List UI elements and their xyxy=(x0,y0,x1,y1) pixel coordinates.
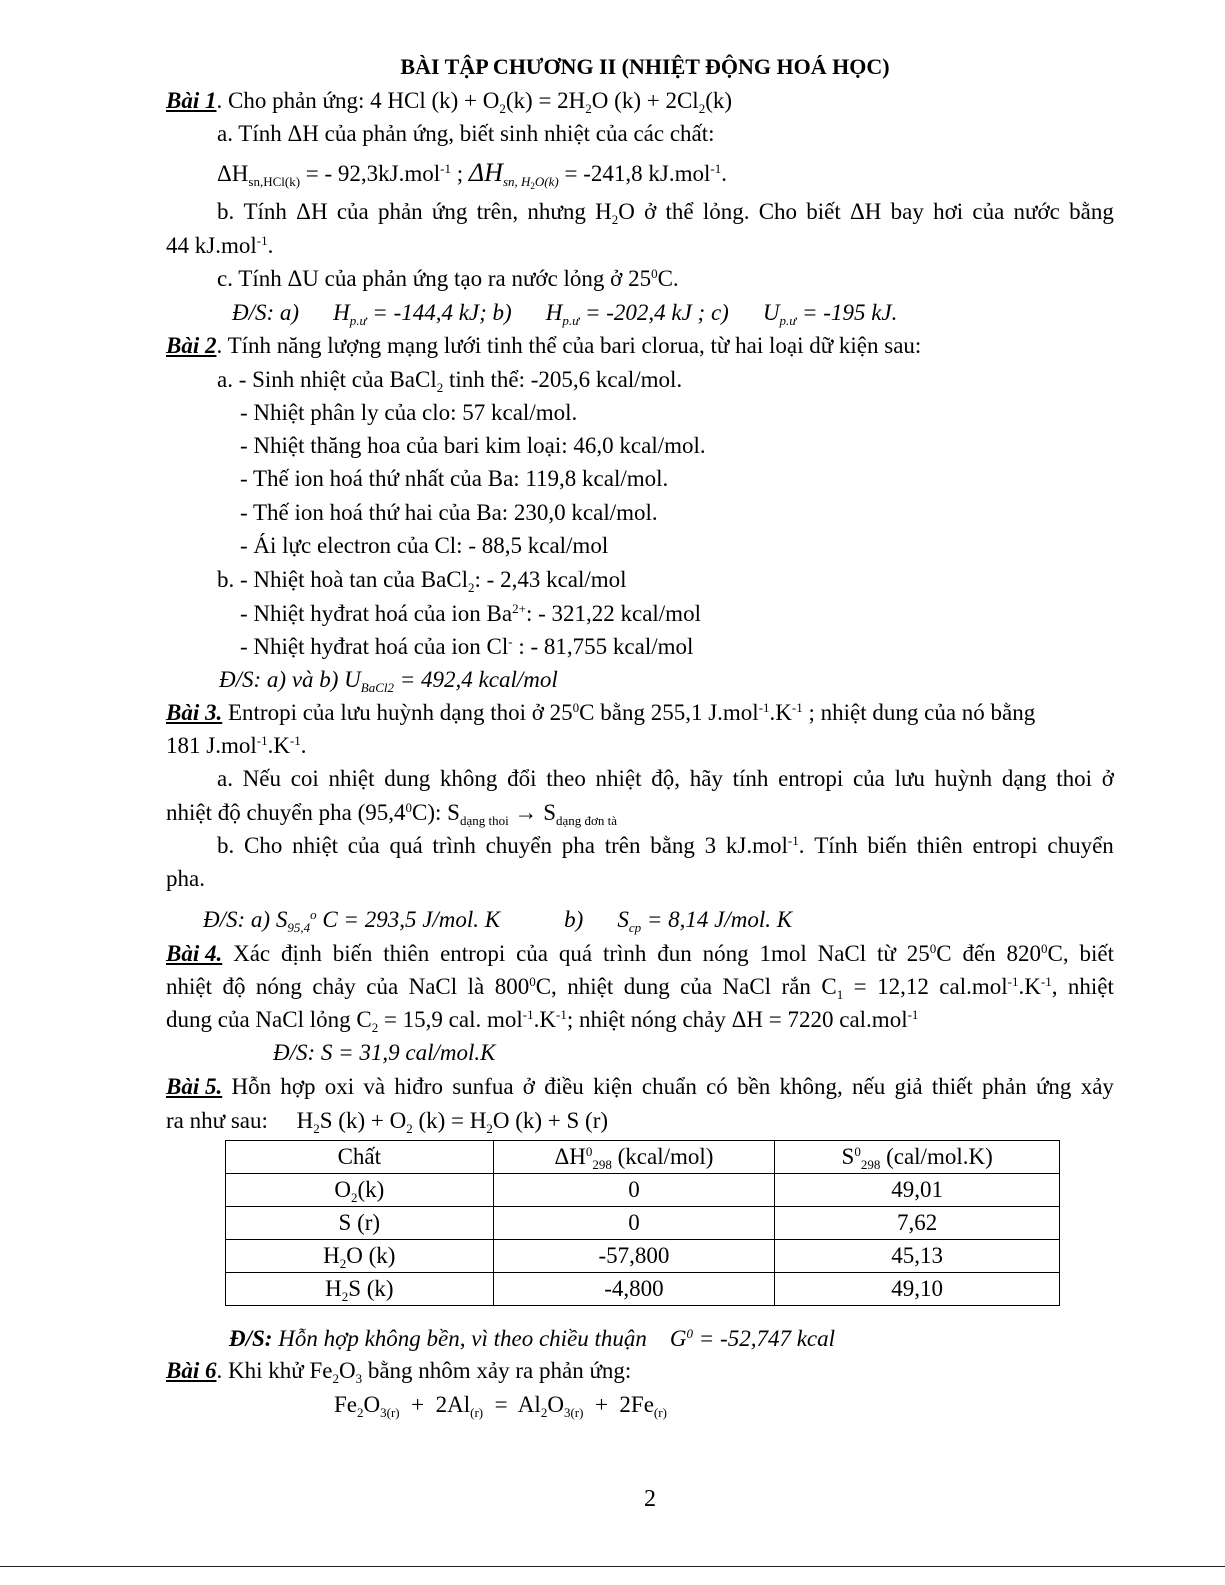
bai2-a5: - Thế ion hoá thứ hai của Ba: 230,0 kcal/mol. xyxy=(240,500,658,525)
bai5-line2: ra như sau: $H_2S$ $(k) + O_2$ $(k) = H_2O$ (k) + S (r) xyxy=(166,1108,609,1136)
bai1-a: a. Tính ΔH của phản ứng, biết sinh nhiệt của các chất: xyxy=(217,121,715,146)
bai3-b-line2: pha. xyxy=(166,866,205,891)
bai2-answer: Đ/S: a) và b) $U_{BaCl2} = 492,4$ kcal/mol xyxy=(219,667,558,695)
bai2-label: Bài 2 xyxy=(166,333,217,358)
bai6-intro: Bài 6. Khi khử $Fe_2O_3$ bằng nhôm xảy ra phản ứng: xyxy=(166,1358,632,1386)
bai2-a1: a. - Sinh nhiệt của BaCl$_2$ tinh thể: -205,6 kcal/mol. xyxy=(217,367,683,395)
bai1-c: c. Tính ΔU của phản ứng tạo ra nước lỏng ở $25^0C$. xyxy=(217,266,679,291)
bai2-intro: Bài 2. Tính năng lượng mạng lưới tinh thể của bari clorua, từ hai loại dữ kiện sau: xyxy=(166,333,922,358)
table-row: $O_2(k)$ 0 49,01 xyxy=(226,1174,1060,1207)
bai1-enthalpy-values: $\Delta H_{sn,HCl(k)}$ = - 92,3kJ.mol$^{-1}$ ; $\Delta H_{sn, H2O(k)} = -241,8$ kJ.mol$^{-1}$. xyxy=(217,158,727,191)
thermo-data-table xyxy=(225,1140,1060,1306)
bai2-a6: - Ái lực electron của Cl: - 88,5 kcal/mol xyxy=(240,533,609,558)
bai1-intro: Bài 1. Cho phản ứng: 4 HCl $(k) + O_2(k) = 2H_2O$ $(k) + 2Cl_2(k)$ xyxy=(166,88,733,116)
bai3-a-line1: a. Nếu coi nhiệt dung không đổi theo nhiệt độ, hãy tính entropi của lưu huỳnh dạng thoi ở xyxy=(217,766,1114,791)
bai2-a2: - Nhiệt phân ly của clo: 57 kcal/mol. xyxy=(240,400,578,425)
bai6-equation: $Fe_2O_{3(r)} + 2Al_{(r)} = Al_2O_{3(r)} + 2Fe_{(r)}$ xyxy=(334,1392,667,1420)
bai2-a4: - Thế ion hoá thứ nhất của Ba: 119,8 kcal/mol. xyxy=(240,466,669,491)
bai5-answer: Đ/S: Hỗn hợp không bền, vì theo chiều thuận $G^0 = -52,747$ kcal xyxy=(229,1326,836,1351)
table-row: $H_2O$ (k) -57,800 45,13 xyxy=(226,1240,1060,1273)
bai2-b3: - Nhiệt hyđrat hoá của ion Cl- : - 81,755 kcal/mol xyxy=(240,634,694,659)
bai2-b2: - Nhiệt hyđrat hoá của ion $Ba^{2+}$: - 321,22 kcal/mol xyxy=(240,601,701,626)
bai6-label: Bài 6 xyxy=(166,1358,217,1383)
bai1-answer: Đ/S: a) $H_{p.ư} = -144,4$ kJ; b) $H_{p.ư} = -202,4$ kJ ; c) $U_{p.ư} = -195$ kJ. xyxy=(232,300,898,328)
bai1-b-line2: 44 kJ.mol$^{-1}$. xyxy=(166,233,274,258)
bai4-line2: nhiệt độ nóng chảy của NaCl là $800^0C$, nhiệt dung của NaCl rắn $C_1$ = 12,12 $cal.mol^{-1}.K^{-1}$, nhiệt xyxy=(166,974,1114,1002)
bottom-rule xyxy=(0,1566,1225,1567)
bai5-line1: Bài 5. Hỗn hợp oxi và hiđro sunfua ở điều kiện chuẩn có bền không, nếu giả thiết phản ứng xảy xyxy=(166,1072,1114,1102)
page-title: BÀI TẬP CHƯƠNG II (NHIỆT ĐỘNG HOÁ HỌC) xyxy=(400,54,890,79)
header-entropy: $S^0_{298}$ (cal/mol.K) xyxy=(775,1141,1060,1174)
bai1-b-line1: b. Tính ΔH của phản ứng trên, nhưng $H_2O$ ở thể lỏng. Cho biết ΔH bay hơi của nước bằng xyxy=(217,199,1114,227)
bai4-line1: Bài 4. Xác định biến thiên entropi của quá trình đun nóng 1mol NaCl từ $25^0C$ đến $820^0C$, biết xyxy=(166,939,1114,969)
header-substance: Chất xyxy=(226,1141,494,1174)
table-row: $H_2S$ (k) -4,800 49,10 xyxy=(226,1273,1060,1306)
bai5-label: Bài 5. xyxy=(166,1074,223,1099)
bai3-line1: Bài 3. Entropi của lưu huỳnh dạng thoi ở $25^0C$ bằng 255,1 $J.mol^{-1}.K^{-1}$ ; nhiệt dung của nó bằng xyxy=(166,700,1036,725)
bai2-a3: - Nhiệt thăng hoa của bari kim loại: 46,0 kcal/mol. xyxy=(240,433,706,458)
bai3-b-line1: b. Cho nhiệt của quá trình chuyển pha trên bằng 3 kJ.mol$^{-1}$. Tính biến thiên entropi chuyển xyxy=(217,833,1114,858)
bai1-label: Bài 1 xyxy=(166,88,217,113)
bai3-a-line2: nhiệt độ chuyển pha (95,4$^0$C): $S_{dạng thoi} \to S_{dạng đơn tà}$ xyxy=(166,800,618,828)
page-number: 2 xyxy=(644,1486,656,1512)
bai3-line2: 181 $J.mol^{-1}.K^{-1}$. xyxy=(166,733,307,758)
bai4-label: Bài 4. xyxy=(166,941,223,966)
table-row: S (r) 0 7,62 xyxy=(226,1207,1060,1240)
bai4-answer: Đ/S: S = 31,9 cal/mol.K xyxy=(273,1040,496,1065)
bai3-label: Bài 3. xyxy=(166,700,223,725)
table-header-row xyxy=(226,1141,1060,1174)
bai2-b1: b. - Nhiệt hoà tan của BaCl$_2$: - 2,43 kcal/mol xyxy=(217,567,627,595)
header-enthalpy: $\Delta H^0_{298}$ (kcal/mol) xyxy=(493,1141,775,1174)
bai3-answer: Đ/S: a) $S_{95,4}^o$ C = 293,5 J/mol. K b) $S_{cp} = 8,14$ J/mol. K xyxy=(203,907,793,935)
bai4-line3: dung của NaCl lỏng $C_2 = 15,9$ cal. $mol^{-1}.K^{-1}$; nhiệt nóng chảy ΔH = 7220 cal.mol$^{-1}$ xyxy=(166,1007,919,1035)
